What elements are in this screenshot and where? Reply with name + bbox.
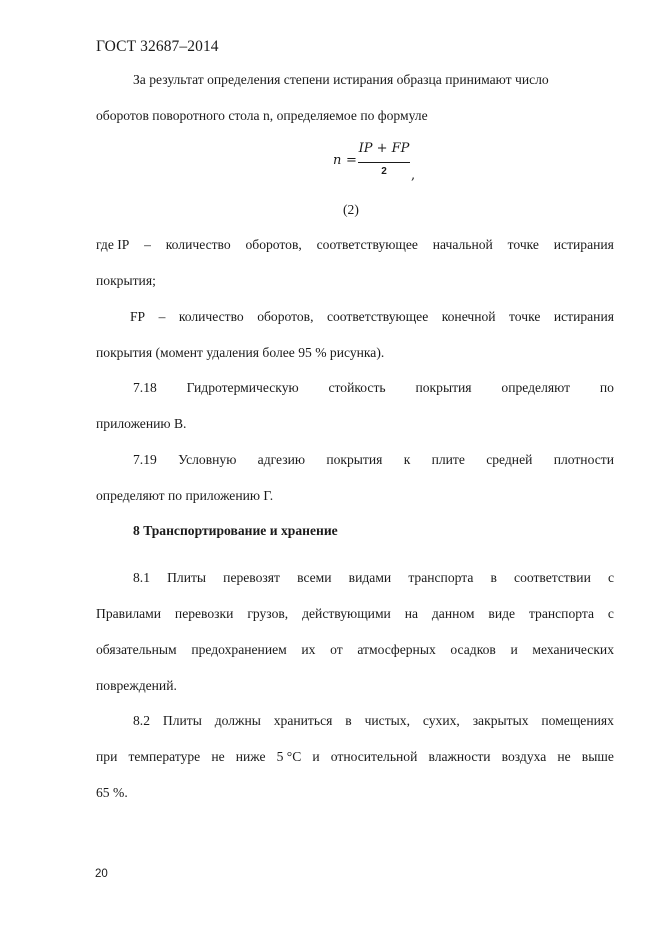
word: действующими [302,606,391,621]
word: оборотов, [257,309,314,324]
word: осадков [450,642,496,657]
word: определяют [501,380,571,395]
word: покрытия [326,452,383,467]
word: данном [431,606,475,621]
word: – [144,237,151,252]
formula-trailing-comma: , [411,168,416,183]
word: в [490,570,497,585]
clause-8-2-line-1 [133,713,614,729]
word: предохранением [191,642,287,657]
word: на [404,606,419,621]
word: закрытых [472,713,529,728]
word: воздуха [501,749,547,764]
word: FP [130,309,146,324]
paragraph-result-line-1: За результат определения степени истирания образца принимают число [133,72,549,87]
word: 5 °С [276,749,302,764]
word: по [599,380,614,395]
word: 7.19 [133,452,157,467]
word: от [330,642,343,657]
word: 8.1 [133,570,150,585]
clause-8-2-line-3: 65 %. [96,785,128,800]
word: – [158,309,166,324]
standard-header: ГОСТ 32687–2014 [96,38,219,55]
word: механических [532,642,614,657]
clause-8-1-line-3 [96,642,614,658]
word: перевозки [174,606,234,621]
word: относительной [330,749,418,764]
word: стойкость [328,380,386,395]
word: ниже [235,749,266,764]
word: соответствующее [326,309,429,324]
word: количество [165,237,231,252]
definition-fp-line-2: покрытия (момент удаления более 95 % рисунка). [96,345,385,360]
clause-7-19-line-1 [133,452,614,468]
clause-8-1-line-2 [96,606,614,622]
word: Плиты [167,570,207,585]
definition-ip-line-1 [96,237,614,253]
word: их [301,642,316,657]
paragraph-result-line-2: оборотов поворотного стола n, определяемое по формуле [96,108,428,123]
word: не [557,749,571,764]
word: температуре [128,749,201,764]
section-8-heading: 8 Транспортирование и хранение [133,523,338,538]
formula-denominator: 2 [381,166,387,177]
word: в [345,713,352,728]
word: количество [178,309,244,324]
word: 8.2 [133,713,150,728]
formula-number: (2) [343,202,359,217]
word: Условную [178,452,237,467]
word: Гидротермическую [186,380,299,395]
clause-8-2-line-2 [96,749,614,765]
clause-8-1-line-4: повреждений. [96,678,177,693]
word: плотности [553,452,614,467]
formula-2 [333,141,433,186]
word: обязательным [96,642,177,657]
word: истирания [553,309,614,324]
word: где IP [96,237,130,252]
word: перевозят [223,570,280,585]
formula-lhs: n [333,153,342,168]
word: выше [581,749,614,764]
definition-fp-line-1 [130,309,614,325]
word: не [211,749,225,764]
word: с [607,606,614,621]
word: к [403,452,411,467]
word: транспорта [528,606,595,621]
word: истирания [553,237,614,252]
word: оборотов, [245,237,302,252]
word: и [510,642,518,657]
word: видами [348,570,392,585]
word: атмосферных [357,642,436,657]
word: соответствующее [316,237,418,252]
word: храниться [273,713,333,728]
word: должны [214,713,261,728]
word: соответствии [514,570,591,585]
word: с [607,570,614,585]
word: адгезию [257,452,306,467]
formula-numerator: IP + FP [358,141,410,156]
word: плите [431,452,465,467]
formula-equals: = [346,153,357,168]
word: конечной [441,309,496,324]
word: и [312,749,320,764]
formula-fraction-bar [358,162,410,163]
word: помещениях [541,713,614,728]
word: точке [507,237,539,252]
definition-ip-line-2: покрытия; [96,273,156,288]
word: сухих, [422,713,460,728]
word: всеми [297,570,332,585]
clause-7-18-line-1 [133,380,614,396]
word: грузов, [247,606,289,621]
clause-7-19-line-2: определяют по приложению Г. [96,488,274,503]
word: виде [488,606,516,621]
clause-7-18-line-2: приложению В. [96,416,187,431]
word: при [96,749,118,764]
word: транспорта [408,570,474,585]
word: начальной [432,237,493,252]
page-number: 20 [95,868,108,880]
word: покрытия [415,380,472,395]
word: чистых, [364,713,410,728]
clause-8-1-line-1 [133,570,614,586]
word: 7.18 [133,380,157,395]
word: точке [509,309,541,324]
word: Плиты [162,713,202,728]
word: средней [486,452,533,467]
word: Правилами [96,606,162,621]
word: влажности [428,749,491,764]
